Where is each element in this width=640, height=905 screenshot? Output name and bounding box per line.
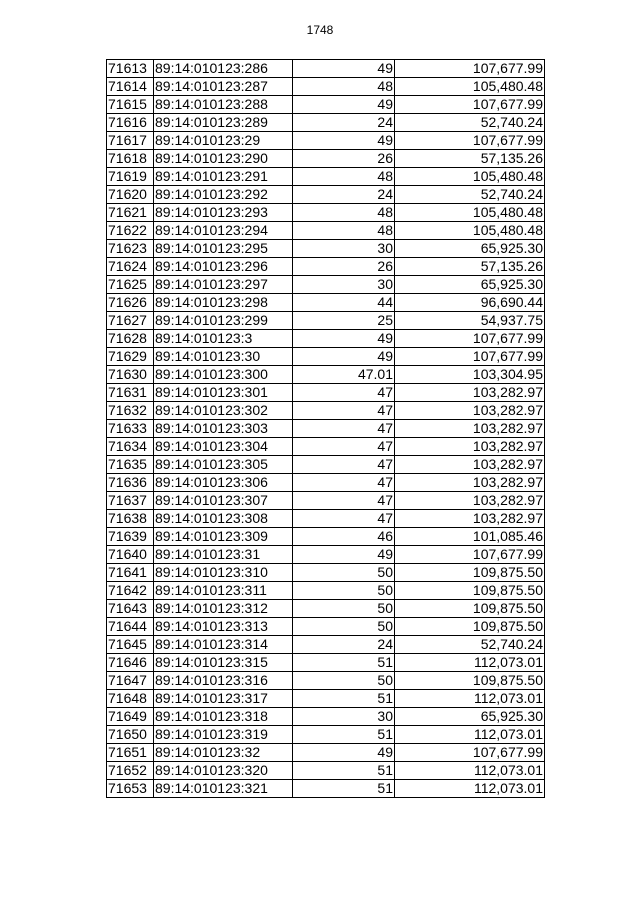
cadastral-number-cell: 89:14:010123:296 (154, 258, 293, 276)
cadastral-number-cell: 89:14:010123:313 (154, 618, 293, 636)
value-cell: 103,282.97 (395, 402, 545, 420)
area-cell: 25 (293, 312, 395, 330)
record-id-cell: 71626 (107, 294, 154, 312)
area-cell: 50 (293, 618, 395, 636)
cadastral-number-cell: 89:14:010123:315 (154, 654, 293, 672)
table-row (107, 78, 545, 96)
value-cell: 57,135.26 (395, 258, 545, 276)
record-id-cell: 71641 (107, 564, 154, 582)
area-cell: 47 (293, 510, 395, 528)
cadastral-number-cell: 89:14:010123:321 (154, 780, 293, 798)
value-cell: 103,282.97 (395, 510, 545, 528)
record-id-cell: 71646 (107, 654, 154, 672)
area-cell: 50 (293, 600, 395, 618)
table-row (107, 564, 545, 582)
record-id-cell: 71617 (107, 132, 154, 150)
area-cell: 48 (293, 78, 395, 96)
cadastral-number-cell: 89:14:010123:290 (154, 150, 293, 168)
cadastral-number-cell: 89:14:010123:289 (154, 114, 293, 132)
cadastral-number-cell: 89:14:010123:294 (154, 222, 293, 240)
record-id-cell: 71647 (107, 672, 154, 690)
cadastral-number-cell: 89:14:010123:297 (154, 276, 293, 294)
record-id-cell: 71638 (107, 510, 154, 528)
table-row (107, 384, 545, 402)
table-row (107, 60, 545, 78)
cadastral-number-cell: 89:14:010123:291 (154, 168, 293, 186)
area-cell: 30 (293, 276, 395, 294)
value-cell: 107,677.99 (395, 744, 545, 762)
table-row (107, 348, 545, 366)
record-id-cell: 71618 (107, 150, 154, 168)
value-cell: 109,875.50 (395, 618, 545, 636)
record-id-cell: 71642 (107, 582, 154, 600)
record-id-cell: 71634 (107, 438, 154, 456)
record-id-cell: 71632 (107, 402, 154, 420)
cadastral-number-cell: 89:14:010123:312 (154, 600, 293, 618)
area-cell: 24 (293, 636, 395, 654)
table-row (107, 546, 545, 564)
area-cell: 49 (293, 330, 395, 348)
area-cell: 26 (293, 258, 395, 276)
table-row (107, 582, 545, 600)
table-row (107, 654, 545, 672)
value-cell: 101,085.46 (395, 528, 545, 546)
value-cell: 107,677.99 (395, 330, 545, 348)
table-row (107, 708, 545, 726)
area-cell: 51 (293, 726, 395, 744)
record-id-cell: 71614 (107, 78, 154, 96)
table-row (107, 636, 545, 654)
value-cell: 96,690.44 (395, 294, 545, 312)
cadastral-number-cell: 89:14:010123:304 (154, 438, 293, 456)
cadastral-number-cell: 89:14:010123:288 (154, 96, 293, 114)
area-cell: 50 (293, 582, 395, 600)
value-cell: 112,073.01 (395, 780, 545, 798)
record-id-cell: 71650 (107, 726, 154, 744)
area-cell: 51 (293, 762, 395, 780)
cadastral-number-cell: 89:14:010123:295 (154, 240, 293, 258)
table-row (107, 780, 545, 798)
area-cell: 47.01 (293, 366, 395, 384)
value-cell: 112,073.01 (395, 654, 545, 672)
table-row (107, 294, 545, 312)
area-cell: 47 (293, 402, 395, 420)
record-id-cell: 71643 (107, 600, 154, 618)
table-row (107, 474, 545, 492)
area-cell: 24 (293, 114, 395, 132)
area-cell: 49 (293, 744, 395, 762)
table-row (107, 240, 545, 258)
area-cell: 47 (293, 420, 395, 438)
page-number: 1748 (306, 23, 334, 37)
record-id-cell: 71649 (107, 708, 154, 726)
table-row (107, 366, 545, 384)
area-cell: 49 (293, 132, 395, 150)
area-cell: 47 (293, 438, 395, 456)
table-row (107, 204, 545, 222)
table-row (107, 420, 545, 438)
value-cell: 109,875.50 (395, 564, 545, 582)
area-cell: 49 (293, 60, 395, 78)
table-row (107, 726, 545, 744)
area-cell: 49 (293, 96, 395, 114)
cadastral-number-cell: 89:14:010123:319 (154, 726, 293, 744)
record-id-cell: 71629 (107, 348, 154, 366)
cadastral-number-cell: 89:14:010123:293 (154, 204, 293, 222)
value-cell: 105,480.48 (395, 204, 545, 222)
table-row (107, 744, 545, 762)
table-row (107, 690, 545, 708)
area-cell: 50 (293, 672, 395, 690)
value-cell: 107,677.99 (395, 96, 545, 114)
cadastral-number-cell: 89:14:010123:30 (154, 348, 293, 366)
table-row (107, 276, 545, 294)
cadastral-number-cell: 89:14:010123:3 (154, 330, 293, 348)
cadastral-number-cell: 89:14:010123:316 (154, 672, 293, 690)
record-id-cell: 71644 (107, 618, 154, 636)
area-cell: 47 (293, 456, 395, 474)
record-id-cell: 71645 (107, 636, 154, 654)
record-id-cell: 71631 (107, 384, 154, 402)
record-id-cell: 71624 (107, 258, 154, 276)
cadastral-number-cell: 89:14:010123:308 (154, 510, 293, 528)
record-id-cell: 71639 (107, 528, 154, 546)
value-cell: 52,740.24 (395, 114, 545, 132)
value-cell: 103,282.97 (395, 438, 545, 456)
record-id-cell: 71637 (107, 492, 154, 510)
cadastral-number-cell: 89:14:010123:303 (154, 420, 293, 438)
cadastral-number-cell: 89:14:010123:305 (154, 456, 293, 474)
table-row (107, 618, 545, 636)
table-row (107, 114, 545, 132)
table-row (107, 762, 545, 780)
record-id-cell: 71633 (107, 420, 154, 438)
value-cell: 52,740.24 (395, 186, 545, 204)
record-id-cell: 71620 (107, 186, 154, 204)
record-id-cell: 71640 (107, 546, 154, 564)
cadastral-number-cell: 89:14:010123:286 (154, 60, 293, 78)
area-cell: 51 (293, 780, 395, 798)
value-cell: 65,925.30 (395, 240, 545, 258)
table-row (107, 456, 545, 474)
value-cell: 65,925.30 (395, 276, 545, 294)
area-cell: 51 (293, 654, 395, 672)
value-cell: 105,480.48 (395, 222, 545, 240)
record-id-cell: 71628 (107, 330, 154, 348)
value-cell: 107,677.99 (395, 60, 545, 78)
table-row (107, 510, 545, 528)
cadastral-number-cell: 89:14:010123:287 (154, 78, 293, 96)
record-id-cell: 71613 (107, 60, 154, 78)
value-cell: 52,740.24 (395, 636, 545, 654)
data-table (106, 59, 545, 798)
cadastral-number-cell: 89:14:010123:302 (154, 402, 293, 420)
cadastral-number-cell: 89:14:010123:310 (154, 564, 293, 582)
cadastral-number-cell: 89:14:010123:299 (154, 312, 293, 330)
area-cell: 47 (293, 384, 395, 402)
record-id-cell: 71616 (107, 114, 154, 132)
table-row (107, 186, 545, 204)
table-row (107, 222, 545, 240)
record-id-cell: 71630 (107, 366, 154, 384)
area-cell: 50 (293, 564, 395, 582)
area-cell: 48 (293, 222, 395, 240)
cadastral-number-cell: 89:14:010123:298 (154, 294, 293, 312)
area-cell: 46 (293, 528, 395, 546)
area-cell: 48 (293, 204, 395, 222)
cadastral-number-cell: 89:14:010123:300 (154, 366, 293, 384)
value-cell: 103,282.97 (395, 384, 545, 402)
record-id-cell: 71619 (107, 168, 154, 186)
record-id-cell: 71623 (107, 240, 154, 258)
value-cell: 103,282.97 (395, 492, 545, 510)
record-id-cell: 71625 (107, 276, 154, 294)
value-cell: 107,677.99 (395, 132, 545, 150)
cadastral-number-cell: 89:14:010123:307 (154, 492, 293, 510)
area-cell: 49 (293, 348, 395, 366)
record-id-cell: 71651 (107, 744, 154, 762)
value-cell: 105,480.48 (395, 78, 545, 96)
table-row (107, 330, 545, 348)
cadastral-number-cell: 89:14:010123:311 (154, 582, 293, 600)
cadastral-number-cell: 89:14:010123:32 (154, 744, 293, 762)
record-id-cell: 71621 (107, 204, 154, 222)
table-row (107, 258, 545, 276)
value-cell: 107,677.99 (395, 546, 545, 564)
cadastral-number-cell: 89:14:010123:29 (154, 132, 293, 150)
value-cell: 103,304.95 (395, 366, 545, 384)
table-row (107, 528, 545, 546)
value-cell: 103,282.97 (395, 456, 545, 474)
record-id-cell: 71635 (107, 456, 154, 474)
value-cell: 103,282.97 (395, 420, 545, 438)
table-row (107, 132, 545, 150)
value-cell: 109,875.50 (395, 672, 545, 690)
cadastral-number-cell: 89:14:010123:320 (154, 762, 293, 780)
area-cell: 47 (293, 474, 395, 492)
record-id-cell: 71636 (107, 474, 154, 492)
table-row (107, 402, 545, 420)
cadastral-number-cell: 89:14:010123:31 (154, 546, 293, 564)
cadastral-number-cell: 89:14:010123:314 (154, 636, 293, 654)
area-cell: 47 (293, 492, 395, 510)
cadastral-number-cell: 89:14:010123:306 (154, 474, 293, 492)
area-cell: 30 (293, 240, 395, 258)
record-id-cell: 71652 (107, 762, 154, 780)
table-row (107, 492, 545, 510)
table-row (107, 150, 545, 168)
value-cell: 57,135.26 (395, 150, 545, 168)
value-cell: 112,073.01 (395, 726, 545, 744)
table-row (107, 600, 545, 618)
record-id-cell: 71627 (107, 312, 154, 330)
cadastral-number-cell: 89:14:010123:292 (154, 186, 293, 204)
cadastral-number-cell: 89:14:010123:317 (154, 690, 293, 708)
value-cell: 54,937.75 (395, 312, 545, 330)
value-cell: 112,073.01 (395, 690, 545, 708)
record-id-cell: 71615 (107, 96, 154, 114)
record-id-cell: 71653 (107, 780, 154, 798)
area-cell: 44 (293, 294, 395, 312)
value-cell: 65,925.30 (395, 708, 545, 726)
value-cell: 112,073.01 (395, 762, 545, 780)
area-cell: 30 (293, 708, 395, 726)
cadastral-number-cell: 89:14:010123:318 (154, 708, 293, 726)
table-row (107, 672, 545, 690)
area-cell: 49 (293, 546, 395, 564)
area-cell: 48 (293, 168, 395, 186)
area-cell: 24 (293, 186, 395, 204)
table-row (107, 438, 545, 456)
value-cell: 103,282.97 (395, 474, 545, 492)
table-row (107, 96, 545, 114)
area-cell: 26 (293, 150, 395, 168)
value-cell: 109,875.50 (395, 582, 545, 600)
record-id-cell: 71622 (107, 222, 154, 240)
table-row (107, 168, 545, 186)
value-cell: 109,875.50 (395, 600, 545, 618)
cadastral-number-cell: 89:14:010123:301 (154, 384, 293, 402)
value-cell: 107,677.99 (395, 348, 545, 366)
area-cell: 51 (293, 690, 395, 708)
table-body (107, 60, 545, 798)
record-id-cell: 71648 (107, 690, 154, 708)
value-cell: 105,480.48 (395, 168, 545, 186)
table-row (107, 312, 545, 330)
cadastral-number-cell: 89:14:010123:309 (154, 528, 293, 546)
